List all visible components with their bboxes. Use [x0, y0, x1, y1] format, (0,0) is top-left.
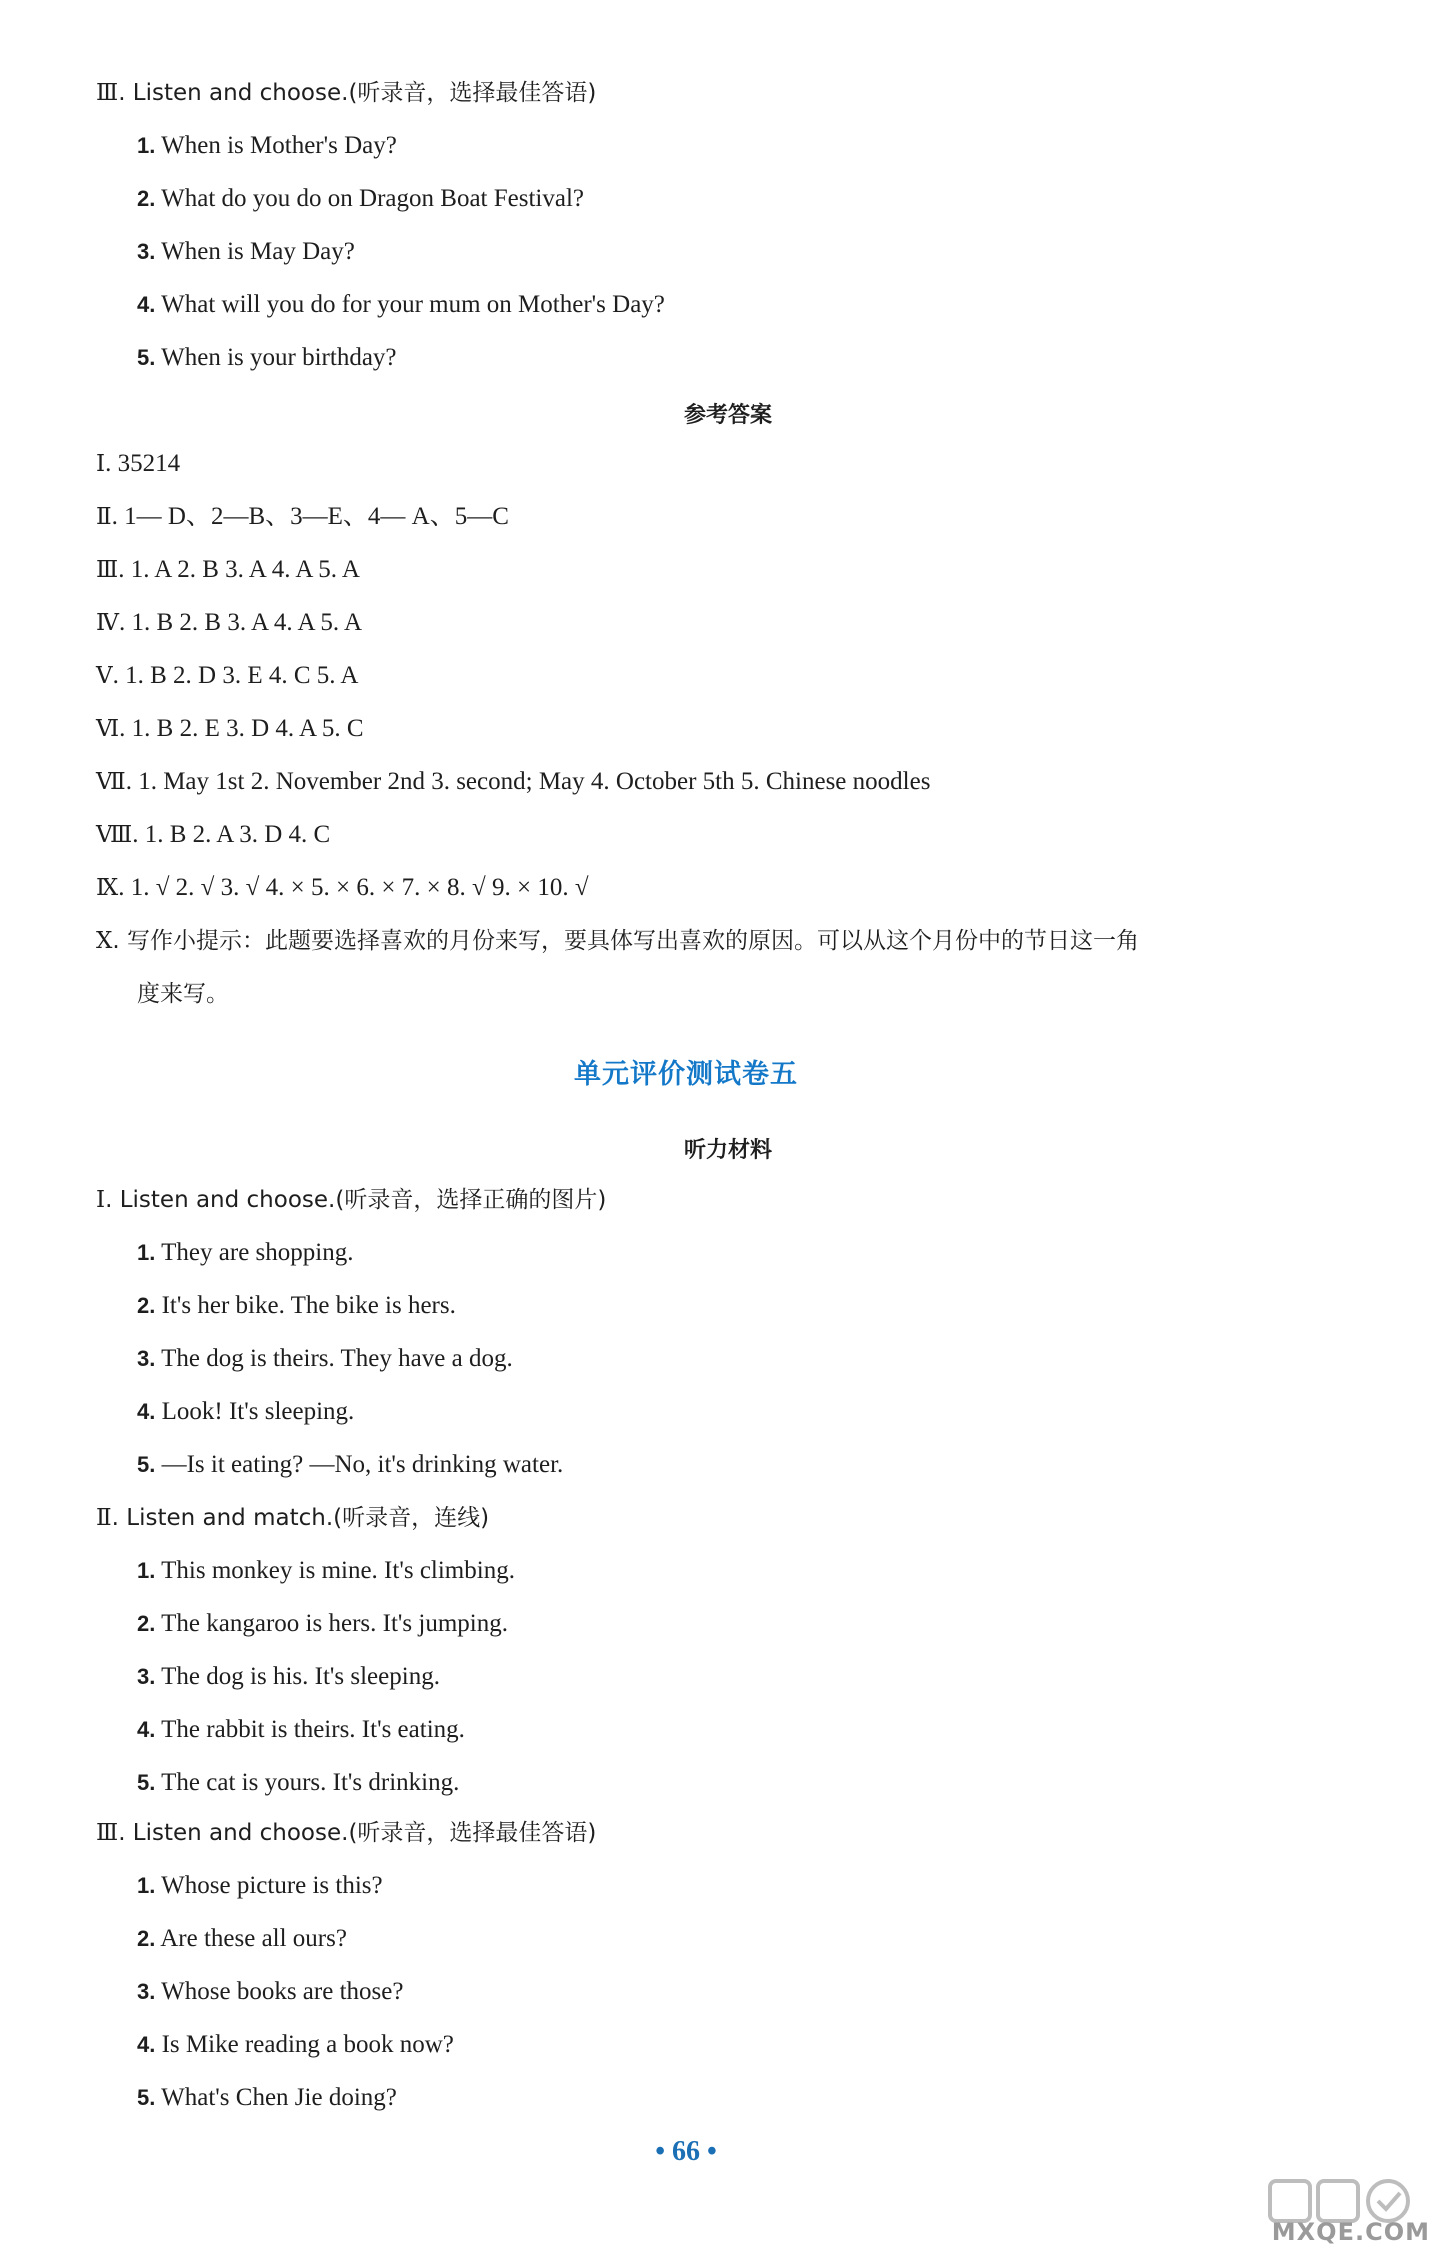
answer-row: Ⅷ. 1. B 2. A 3. D 4. C — [96, 821, 331, 848]
answers-heading: 参考答案 — [683, 403, 772, 428]
list-item: 3. The dog is theirs. They have a dog. — [137, 1345, 513, 1372]
page-number: • 66 • — [655, 2136, 717, 2167]
answer-row: Ⅶ. 1. May 1st 2. November 2nd 3. second; May 4. October 5th 5. Chinese noodles — [96, 768, 931, 795]
writing-tip: Ⅹ. 写作小提示：此题要选择喜欢的月份来写，要具体写出喜欢的原因。可以从这个月份中的节日这一角 — [96, 928, 1139, 954]
list-item: 4. What will you do for your mum on Mother's Day? — [137, 291, 665, 318]
list-item: 2. Are these all ours? — [137, 1925, 347, 1952]
list-item: 2. The kangaroo is hers. It's jumping. — [137, 1610, 508, 1637]
section-header: Ⅲ. Listen and choose.(听录音，选择最佳答语) — [96, 80, 597, 106]
section-header: Ⅲ. Listen and choose.(听录音，选择最佳答语) — [96, 1820, 597, 1846]
list-item: 2. What do you do on Dragon Boat Festival? — [137, 185, 584, 212]
list-item: 1. When is Mother's Day? — [137, 132, 397, 159]
listening-heading: 听力材料 — [683, 1138, 772, 1163]
list-item: 5. What's Chen Jie doing? — [137, 2084, 397, 2111]
list-item: 4. Look! It's sleeping. — [137, 1398, 355, 1425]
list-item: 4. The rabbit is theirs. It's eating. — [137, 1716, 465, 1743]
answer-row: Ⅲ. 1. A 2. B 3. A 4. A 5. A — [96, 556, 360, 583]
answer-row: Ⅴ. 1. B 2. D 3. E 4. C 5. A — [96, 662, 359, 689]
watermark-text: MXQE.COM — [1271, 2218, 1430, 2246]
list-item: 1. This monkey is mine. It's climbing. — [137, 1557, 515, 1584]
list-item: 2. It's her bike. The bike is hers. — [137, 1292, 456, 1319]
list-item: 1. They are shopping. — [137, 1239, 354, 1266]
answer-row: Ⅵ. 1. B 2. E 3. D 4. A 5. C — [96, 715, 364, 742]
list-item: 1. Whose picture is this? — [137, 1872, 383, 1899]
unit-title: 单元评价测试卷五 — [574, 1059, 798, 1090]
list-item: 3. When is May Day? — [137, 238, 355, 265]
section-header: Ⅰ. Listen and choose.(听录音，选择正确的图片) — [96, 1187, 607, 1213]
list-item: 5. When is your birthday? — [137, 344, 397, 371]
list-item: 4. Is Mike reading a book now? — [137, 2031, 454, 2058]
answer-row: Ⅳ. 1. B 2. B 3. A 4. A 5. A — [96, 609, 363, 636]
answer-row: Ⅰ. 35214 — [96, 450, 181, 477]
section-header: Ⅱ. Listen and match.(听录音，连线) — [96, 1505, 490, 1531]
writing-tip-continued: 度来写。 — [137, 981, 229, 1007]
answer-row: Ⅱ. 1— D、2—B、3—E、4— A、5—C — [96, 503, 509, 530]
list-item: 5. The cat is yours. It's drinking. — [137, 1769, 460, 1796]
list-item: 5. —Is it eating? —No, it's drinking water. — [137, 1451, 564, 1478]
list-item: 3. Whose books are those? — [137, 1978, 404, 2005]
answer-row: Ⅸ. 1. √ 2. √ 3. √ 4. × 5. × 6. × 7. × 8. √ 9. × 10. √ — [96, 874, 589, 901]
list-item: 3. The dog is his. It's sleeping. — [137, 1663, 440, 1690]
